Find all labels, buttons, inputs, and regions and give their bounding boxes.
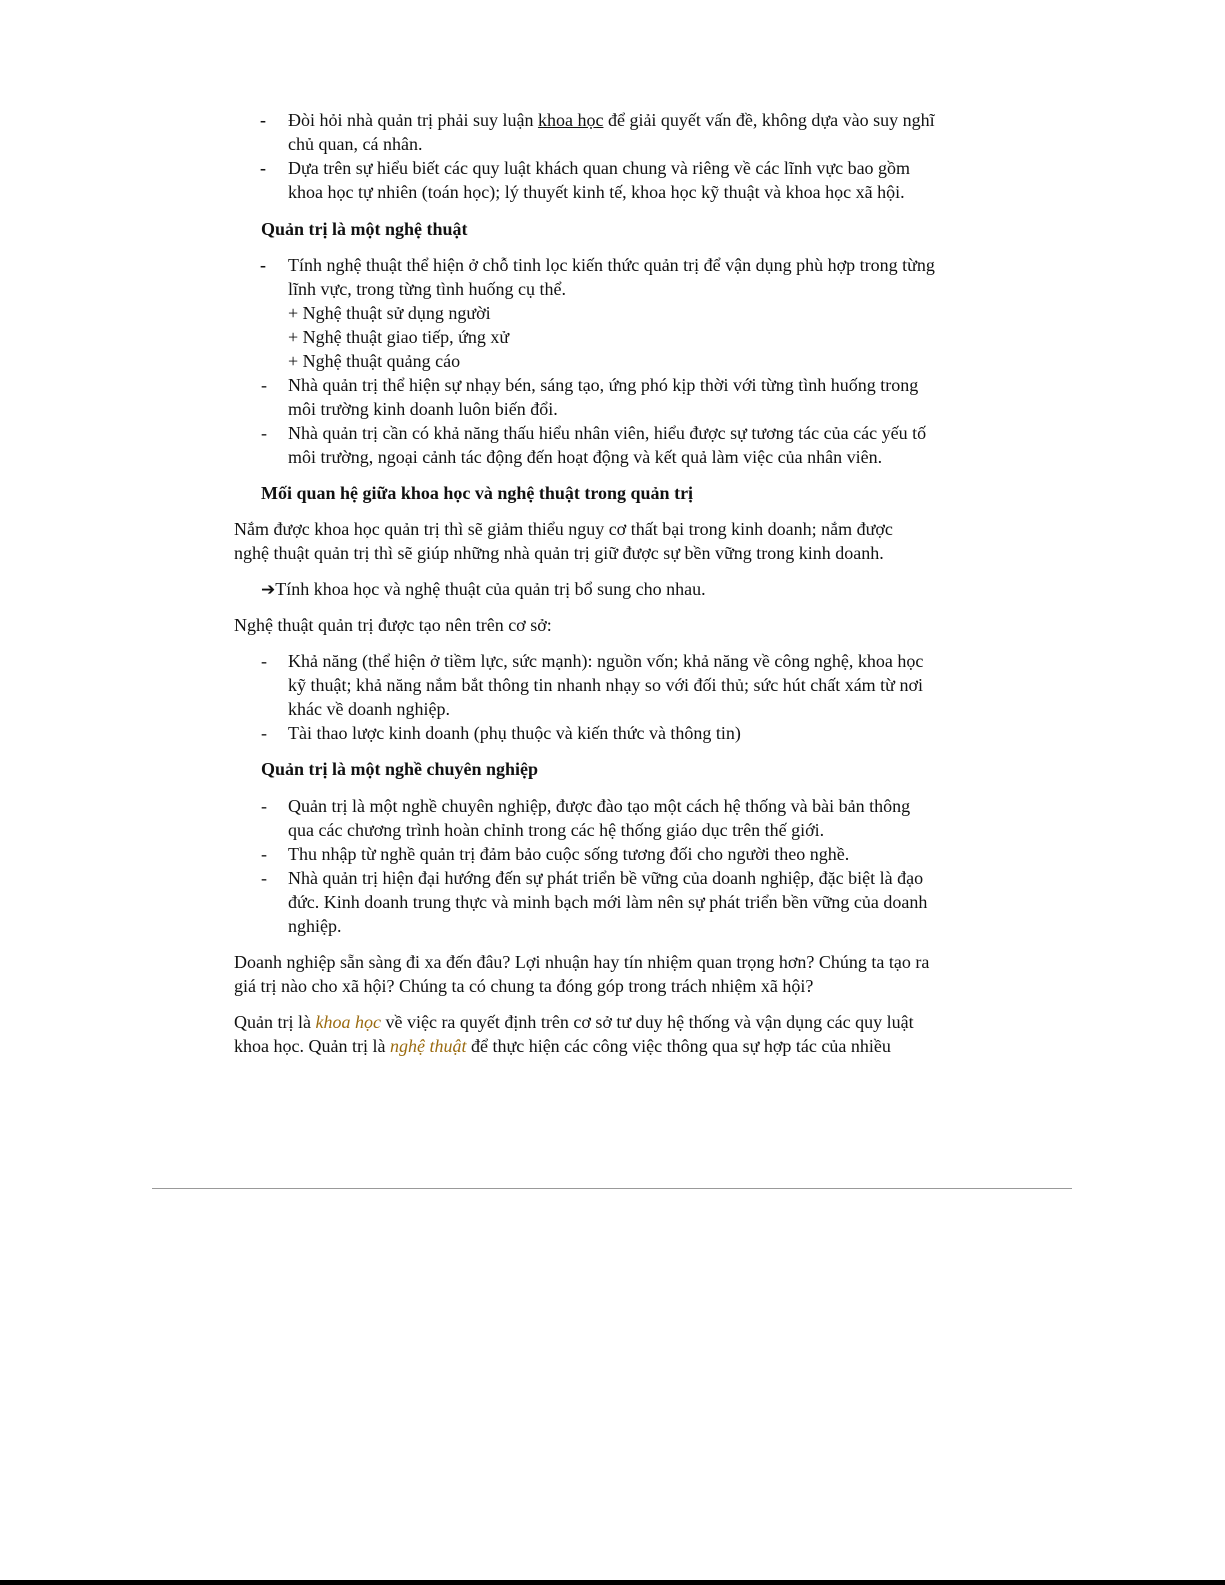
text-line: Tính nghệ thuật thể hiện ở chỗ tinh lọc kiến thức quản trị để vận dụng phù hợp trong từng [288, 255, 935, 275]
text-line: Doanh nghiệp sẵn sàng đi xa đến đâu? Lợi nhuận hay tín nhiệm quan trọng hơn? Chúng ta tạo ra [234, 952, 930, 972]
bullet-dash: - [261, 868, 267, 888]
bullet-dash: - [261, 375, 267, 395]
text-line: môi trường kinh doanh luôn biến đổi. [288, 399, 558, 419]
text-line [234, 1011, 914, 1033]
sub-item: + Nghệ thuật quảng cáo [288, 351, 461, 371]
text-line: Thu nhập từ nghề quản trị đảm bảo cuộc sống tương đối cho người theo nghề. [288, 844, 850, 864]
text-line [234, 1035, 891, 1057]
text-line: Nhà quản trị thể hiện sự nhạy bén, sáng tạo, ứng phó kịp thời với từng tình huống trong [288, 375, 919, 395]
text-line: Khả năng (thể hiện ở tiềm lực, sức mạnh): nguồn vốn; khả năng về công nghệ, khoa học [288, 651, 924, 671]
bullet-dash: - [260, 158, 266, 178]
text-segment: Đòi hỏi nhà quản trị phải suy luận [288, 110, 538, 130]
text-line [288, 109, 935, 131]
bullet-dash: - [261, 844, 267, 864]
text-line: qua các chương trình hoàn chỉnh trong các hệ thống giáo dục trên thế giới. [288, 820, 825, 840]
text-segment: để thực hiện các công việc thông qua sự hợp tác của nhiều [466, 1036, 891, 1056]
text-line: khác về doanh nghiệp. [288, 699, 450, 719]
text-line: lĩnh vực, trong từng tình huống cụ thể. [288, 279, 566, 299]
sub-item: + Nghệ thuật sử dụng người [288, 303, 491, 323]
bullet-dash: - [261, 723, 267, 743]
text-line: Tài thao lược kinh doanh (phụ thuộc và kiến thức và thông tin) [288, 723, 741, 743]
emphasis-term: khoa học [315, 1012, 381, 1032]
text-line: nghệ thuật quản trị thì sẽ giúp những nhà quản trị giữ được sự bền vững trong kinh doanh. [234, 543, 884, 563]
text-line: chủ quan, cá nhân. [288, 134, 423, 154]
bullet-dash: - [261, 423, 267, 443]
text-line: Nhà quản trị cần có khả năng thấu hiểu nhân viên, hiểu được sự tương tác của các yếu tố [288, 423, 927, 443]
text-line: Nhà quản trị hiện đại hướng đến sự phát triển bề vững của doanh nghiệp, đặc biệt là đạo [288, 868, 924, 888]
text-line: giá trị nào cho xã hội? Chúng ta có chung ta đóng góp trong trách nhiệm xã hội? [234, 976, 814, 996]
bullet-dash: - [261, 651, 267, 671]
emphasis-term: nghệ thuật [389, 1036, 467, 1056]
text-segment: Tính khoa học và nghệ thuật của quản trị bổ sung cho nhau. [275, 579, 706, 599]
text-line: kỹ thuật; khả năng nắm bắt thông tin nhanh nhạy so với đối thủ; sức hút chất xám từ nơi [288, 675, 923, 695]
text-line: Nắm được khoa học quản trị thì sẽ giảm thiểu nguy cơ thất bại trong kinh doanh; nắm được [234, 519, 893, 539]
text-line: Nghệ thuật quản trị được tạo nên trên cơ sở: [234, 615, 552, 635]
text-segment: khoa học. Quản trị là [234, 1036, 390, 1056]
section-heading: Mối quan hệ giữa khoa học và nghệ thuật trong quản trị [261, 483, 694, 503]
text-line: Dựa trên sự hiểu biết các quy luật khách quan chung và riêng về các lĩnh vực bao gồm [288, 158, 911, 178]
text-line: khoa học tự nhiên (toán học); lý thuyết kinh tế, khoa học kỹ thuật và khoa học xã hội. [288, 182, 905, 202]
text-segment: Quản trị là [234, 1012, 316, 1032]
text-line: Quản trị là một nghề chuyên nghiệp, được đào tạo một cách hệ thống và bài bản thông [288, 796, 911, 816]
text-line: đức. Kinh doanh trung thực và minh bạch mới làm nên sự phát triển bền vững của doanh [288, 892, 928, 912]
arrow-right-icon: ➔ [261, 580, 276, 600]
section-heading: Quản trị là một nghệ thuật [261, 219, 468, 239]
bottom-edge [0, 1580, 1225, 1585]
bullet-dash: - [260, 110, 266, 130]
underlined-term: khoa học [537, 110, 604, 130]
bullet-dash: - [261, 796, 267, 816]
text-line: nghiệp. [288, 916, 342, 936]
bullet-dash: - [260, 255, 266, 275]
text-segment: về việc ra quyết định trên cơ sở tư duy hệ thống và vận dụng các quy luật [380, 1012, 914, 1032]
text-segment: để giải quyết vấn đề, không dựa vào suy nghĩ [603, 110, 935, 130]
sub-item: + Nghệ thuật giao tiếp, ứng xử [288, 327, 510, 347]
conclusion-line [261, 578, 706, 601]
section-heading: Quản trị là một nghề chuyên nghiệp [261, 759, 539, 779]
page-divider [152, 1188, 1072, 1189]
text-line: môi trường, ngoại cảnh tác động đến hoạt động và kết quả làm việc của nhân viên. [288, 447, 883, 467]
